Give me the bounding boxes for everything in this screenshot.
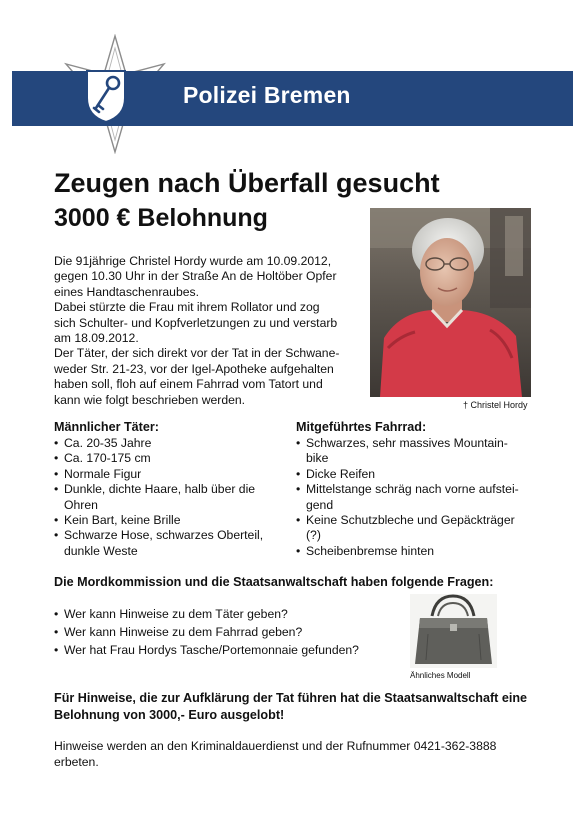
bike-heading: Mitgeführtes Fahrrad: (296, 420, 427, 434)
list-item: • Mittelstange schräg nach vorne aufstei- gend (296, 482, 531, 513)
intro-line: am 18.09.2012. (54, 331, 139, 346)
reward-notice: Für Hinweise, die zur Aufklärung der Tat führen hat die Staatsanwaltschaft eine Belohnung von 3000,- Euro ausgelobt! (54, 691, 528, 722)
page-title: Polizei Bremen (183, 82, 351, 108)
victim-portrait-photo (370, 208, 531, 397)
photo-caption: † Christel Hordy (463, 400, 528, 410)
list-item: • Keine Schutzbleche und Gepäckträger (?) (296, 513, 531, 544)
list-item: • Kein Bart, keine Brille (54, 513, 284, 528)
list-item: • Wer hat Frau Hordys Tasche/Portemonnaie gefunden? (54, 641, 394, 659)
commission-heading: Die Mordkommission und die Staatsanwaltschaft haben folgende Fragen: (54, 575, 494, 589)
intro-line: Der Täter, der sich direkt vor der Tat in der Schwane- (54, 346, 340, 361)
list-item: • Scheibenbremse hinten (296, 544, 531, 559)
intro-paragraph (54, 254, 354, 408)
bag-caption: Ähnliches Modell (410, 671, 471, 680)
bike-list (296, 436, 531, 559)
intro-line: Die 91jährige Christel Hordy wurde am 10.09.2012, (54, 254, 332, 268)
list-item: • Schwarzes, sehr massives Mountain- bike (296, 436, 531, 467)
list-item: • Normale Figur (54, 467, 284, 482)
list-item: • Ca. 170-175 cm (54, 451, 284, 466)
intro-line: kann wie folgt beschrieben werden. (54, 392, 246, 407)
list-item: • Wer kann Hinweise zu dem Fahrrad geben? (54, 623, 394, 641)
questions-list (54, 605, 394, 660)
intro-line: gegen 10.30 Uhr in der Straße An de Holtöber Opfer (54, 269, 337, 284)
suspect-heading: Männlicher Täter: (54, 420, 159, 434)
suspect-list (54, 436, 284, 559)
reward-headline: 3000 € Belohnung (54, 204, 268, 232)
list-item: • Ca. 20-35 Jahre (54, 436, 284, 451)
list-item: • Dicke Reifen (296, 467, 531, 482)
list-item: • Schwarze Hose, schwarzes Oberteil, dunkle Weste (54, 528, 284, 559)
intro-line: haben soll, floh auf einem Fahrrad vom Tatort und (54, 377, 323, 392)
intro-line: eines Handtaschenraubes. (54, 284, 199, 299)
contact-notice: Hinweise werden an den Kriminaldauerdienst und der Rufnummer 0421-362-3888 erbeten. (54, 739, 497, 769)
handbag-photo (410, 594, 497, 668)
intro-line: Dabei stürzte die Frau mit ihrem Rollator und zog (54, 300, 320, 315)
list-item: • Wer kann Hinweise zu dem Täter geben? (54, 605, 394, 623)
bremen-key-coat-of-arms-icon (83, 68, 129, 124)
intro-line: sich Schulter- und Kopfverletzungen zu und verstarb (54, 315, 338, 330)
headline: Zeugen nach Überfall gesucht (54, 168, 440, 198)
intro-line: weder Str. 21-23, vor der Igel-Apotheke aufgehalten (54, 361, 334, 376)
list-item: • Dunkle, dichte Haare, halb über die Ohren (54, 482, 284, 513)
